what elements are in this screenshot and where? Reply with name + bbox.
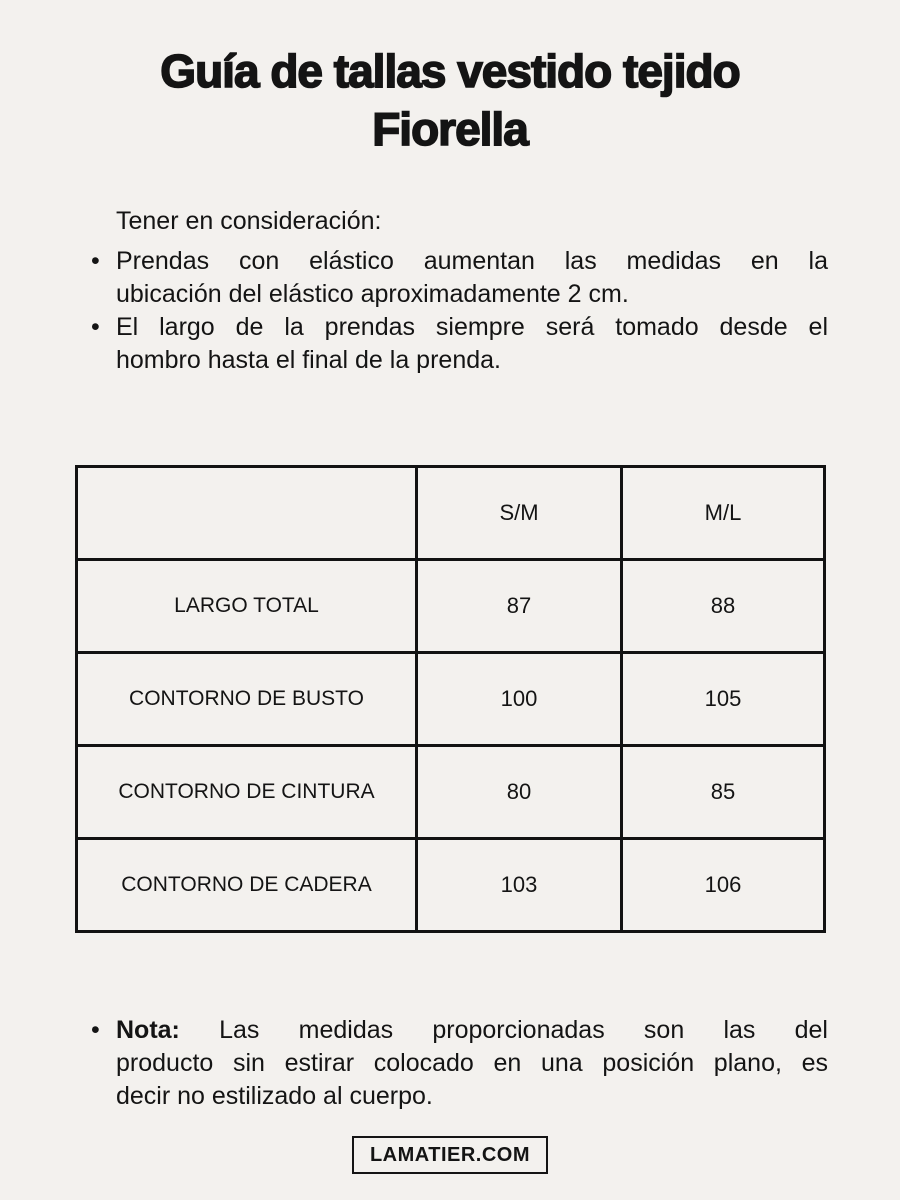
page-title (0, 42, 900, 158)
size-table (75, 465, 826, 933)
table-corner-cell (77, 467, 417, 560)
page-title-line1: Guía de tallas vestido tejido (160, 45, 740, 97)
brand-badge (352, 1136, 548, 1174)
note-label: Nota: (116, 1016, 180, 1044)
cell-value: 87 (417, 560, 622, 653)
consideration-text-line: El largo de la prendas siempre será tomado desde el (116, 313, 828, 341)
cell-value: 106 (622, 839, 825, 932)
column-header-sm: S/M (417, 467, 622, 560)
considerations-heading: Tener en consideración: (116, 207, 382, 235)
note-text: Las medidas proporcionadas son las del (179, 1016, 828, 1044)
column-header-ml: M/L (622, 467, 825, 560)
list-item (91, 311, 828, 377)
cell-value: 100 (417, 653, 622, 746)
footer (0, 1136, 900, 1174)
note-section (91, 1014, 828, 1113)
table-row (77, 839, 825, 932)
row-label: CONTORNO DE CADERA (77, 839, 417, 932)
cell-value: 103 (417, 839, 622, 932)
row-label: CONTORNO DE BUSTO (77, 653, 417, 746)
cell-value: 80 (417, 746, 622, 839)
row-label: CONTORNO DE CINTURA (77, 746, 417, 839)
table-row (77, 560, 825, 653)
note-text-line (116, 1014, 828, 1047)
cell-value: 88 (622, 560, 825, 653)
table-row (77, 653, 825, 746)
bullet-icon: • (91, 247, 100, 275)
consideration-text-line: Prendas con elástico aumentan las medidas en la (116, 247, 828, 275)
list-item (91, 1014, 828, 1113)
brand-name: LAMATIER.COM (369, 1144, 531, 1166)
table-row (77, 746, 825, 839)
consideration-text-line: ubicación del elástico aproximadamente 2 cm. (116, 280, 629, 308)
bullet-icon: • (91, 1016, 100, 1044)
row-label: LARGO TOTAL (77, 560, 417, 653)
consideration-text-line: hombro hasta el final de la prenda. (116, 346, 501, 374)
bullet-icon: • (91, 313, 100, 341)
note-text-line: producto sin estirar colocado en una posición plano, es (116, 1049, 828, 1077)
list-item (91, 245, 828, 311)
considerations-section (91, 205, 828, 377)
cell-value: 105 (622, 653, 825, 746)
page-title-line2: Fiorella (372, 103, 528, 155)
note-text-line: decir no estilizado al cuerpo. (116, 1082, 433, 1110)
cell-value: 85 (622, 746, 825, 839)
table-header-row (77, 467, 825, 560)
